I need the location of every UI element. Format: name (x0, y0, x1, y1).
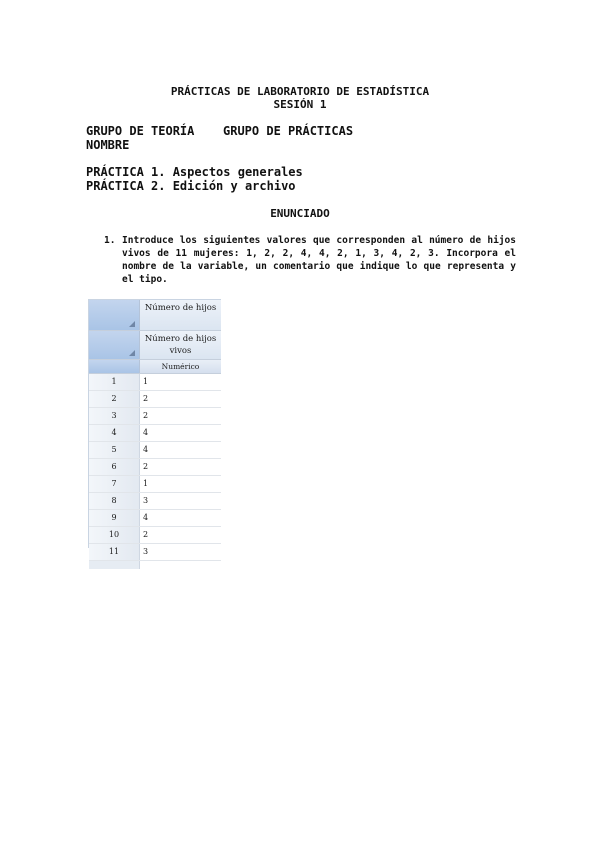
table-row (89, 476, 221, 493)
row-number: 11 (89, 544, 140, 560)
row-number: 9 (89, 510, 140, 526)
corner-cell (89, 331, 140, 359)
corner-cell (89, 300, 140, 330)
table-row (89, 527, 221, 544)
data-cell: 1 (143, 377, 149, 386)
data-cell: 1 (143, 479, 149, 488)
sheet-bottom-strip (89, 561, 221, 569)
row-number: 10 (89, 527, 140, 543)
row-number: 7 (89, 476, 140, 492)
data-cell: 4 (143, 428, 149, 437)
practica-2-title: PRÁCTICA 2. Edición y archivo (86, 179, 296, 193)
corner-cell (89, 360, 140, 373)
column-type-header-row (89, 360, 221, 374)
row-number: 6 (89, 459, 140, 475)
corner-triangle-icon (129, 321, 135, 327)
column-label-header-row (89, 331, 221, 360)
table-row (89, 459, 221, 476)
row-number: 5 (89, 442, 140, 458)
table-row (89, 391, 221, 408)
practica-1-title: PRÁCTICA 1. Aspectos generales (86, 165, 303, 179)
enunciado-list (104, 234, 516, 286)
table-row (89, 425, 221, 442)
row-number: 2 (89, 391, 140, 407)
nombre-label: NOMBRE (86, 138, 130, 152)
grupo-teoria-label: GRUPO DE TEORÍA (86, 124, 195, 138)
data-cell: 3 (143, 496, 149, 505)
data-cell: 2 (143, 462, 149, 471)
row-number: 8 (89, 493, 140, 509)
data-cell: 3 (143, 547, 149, 556)
table-row (89, 493, 221, 510)
table-row (89, 442, 221, 459)
data-sheet-screenshot (88, 299, 221, 556)
data-cell: 2 (143, 394, 149, 403)
list-item-number: 1. (104, 235, 116, 246)
data-cell: 2 (143, 411, 149, 420)
row-number: 3 (89, 408, 140, 424)
enunciado-heading: ENUNCIADO (270, 207, 330, 220)
data-cell: 4 (143, 445, 149, 454)
session-title: SESIÓN 1 (273, 98, 327, 111)
column-type-header: Numérico (140, 360, 221, 373)
column-name-header-row (89, 300, 221, 331)
row-number: 4 (89, 425, 140, 441)
column-label-header: Número de hijos vivos (140, 331, 221, 359)
table-row (89, 544, 221, 561)
row-number: 1 (89, 374, 140, 390)
table-row (89, 408, 221, 425)
corner-triangle-icon (129, 350, 135, 356)
list-item (104, 234, 516, 286)
list-item-text: Introduce los siguientes valores que corresponden al número de hijos vivos de 11 mujeres: 1, 2, 2, 4, 4, 2, 1, 3, 4, 2, 3. Incorpora el nombre de la variable, un comentario que indique lo que representa y el tipo. (122, 235, 516, 285)
data-cell: 2 (143, 530, 149, 539)
column-name-header: Número de hijos (140, 300, 221, 330)
table-row (89, 510, 221, 527)
data-cell: 4 (143, 513, 149, 522)
table-row (89, 374, 221, 391)
page-title: PRÁCTICAS DE LABORATORIO DE ESTADÍSTICA (170, 85, 430, 98)
grupo-practicas-label: GRUPO DE PRÁCTICAS (223, 124, 354, 138)
row-number-filler (89, 561, 140, 569)
